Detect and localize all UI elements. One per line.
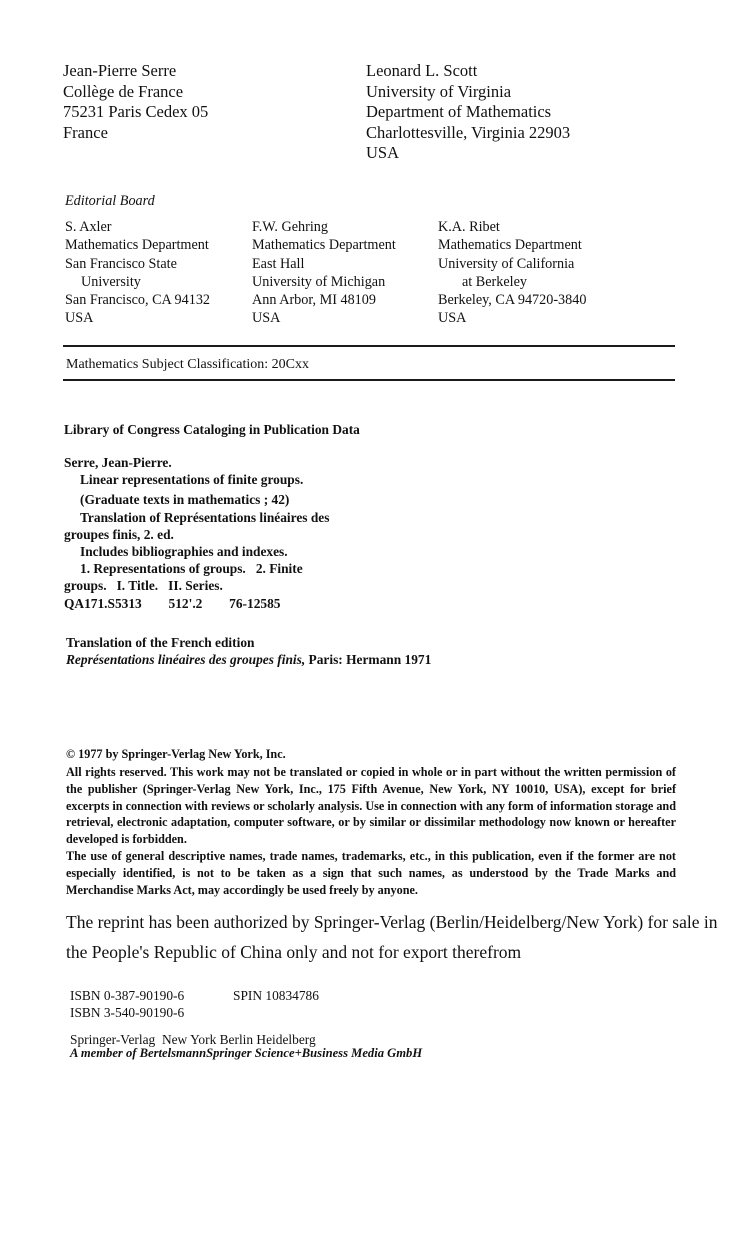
cip-line: groupes finis, 2. ed. bbox=[64, 526, 174, 542]
board-line: Mathematics Department bbox=[252, 237, 396, 254]
reprint-line-1: The reprint has been authorized by Springer-Verlag (Berlin/Heidelberg/New York) for sale in bbox=[66, 912, 718, 932]
address-line: Jean-Pierre Serre bbox=[63, 61, 177, 80]
board-member-axler bbox=[65, 218, 210, 328]
board-line: S. Axler bbox=[65, 219, 112, 235]
cip-line: QA171.S5313 512'.2 76-12585 bbox=[64, 595, 281, 611]
board-line: USA bbox=[438, 310, 467, 327]
publisher-member: A member of BertelsmannSpringer Science+Business Media GmbH bbox=[70, 1046, 423, 1060]
rule-bottom bbox=[63, 379, 675, 381]
isbn-2: ISBN 3-540-90190-6 bbox=[70, 1005, 185, 1020]
editorial-board-heading: Editorial Board bbox=[65, 193, 155, 209]
board-line: Berkeley, CA 94720-3840 bbox=[438, 292, 587, 309]
address-line: USA bbox=[366, 143, 400, 162]
author-address-serre bbox=[63, 61, 208, 143]
board-line: San Francisco, CA 94132 bbox=[65, 292, 211, 309]
publisher-line: Springer-Verlag New York Berlin Heidelberg bbox=[70, 1032, 316, 1047]
french-publisher: Paris: Hermann 1971 bbox=[305, 652, 432, 668]
address-line: Department of Mathematics bbox=[366, 102, 552, 121]
cip-heading: Library of Congress Cataloging in Publication Data bbox=[64, 422, 360, 437]
cip-block bbox=[64, 454, 329, 612]
board-line: K.A. Ribet bbox=[438, 219, 500, 235]
board-line: University of Michigan bbox=[252, 273, 386, 290]
cip-line: Linear representations of finite groups. bbox=[80, 472, 304, 488]
address-line: 75231 Paris Cedex 05 bbox=[63, 102, 209, 121]
author-address-scott bbox=[366, 61, 570, 164]
cip-line: 1. Representations of groups. 2. Finite bbox=[80, 561, 303, 577]
board-line: East Hall bbox=[252, 255, 305, 272]
cip-line: Includes bibliographies and indexes. bbox=[80, 544, 288, 560]
board-line: USA bbox=[65, 310, 94, 327]
board-line: Mathematics Department bbox=[65, 237, 209, 254]
address-line: France bbox=[63, 122, 108, 142]
board-line: F.W. Gehring bbox=[252, 219, 328, 235]
french-title: Représentations linéaires des groupes finis, bbox=[66, 652, 306, 668]
spin-number: SPIN 10834786 bbox=[233, 988, 319, 1003]
address-line: Charlottesville, Virginia 22903 bbox=[366, 122, 571, 142]
board-member-ribet bbox=[438, 218, 586, 328]
translation-note bbox=[66, 634, 431, 668]
cip-line: Serre, Jean-Pierre. bbox=[64, 455, 172, 470]
address-line: University of Virginia bbox=[366, 81, 512, 101]
reprint-line-2: the People's Republic of China only and not for export therefrom bbox=[66, 942, 522, 962]
cip-line: groups. I. Title. II. Series. bbox=[64, 578, 223, 594]
translation-line: Translation of the French edition bbox=[66, 635, 255, 650]
rights-paragraph: All rights reserved. This work may not be translated or copied in whole or in part without the written permission of the publisher (Springer-Verlag New York, Inc., 175 Fifth Avenue, New York, NY 10010, USA), except for brief excerpts in connection with reviews or scholarly analysis. Use in connection with any form of information storage and retrieval, electronic adaptation, computer software, or by similar or dissimilar methodology now known or hereafter developed is forbidden. bbox=[66, 765, 676, 847]
board-line: at Berkeley bbox=[462, 273, 527, 290]
board-line: University of California bbox=[438, 255, 575, 272]
board-line: University bbox=[81, 273, 141, 290]
board-member-gehring bbox=[252, 218, 396, 328]
board-line: San Francisco State bbox=[65, 255, 177, 272]
copyright-line: © 1977 by Springer-Verlag New York, Inc. bbox=[66, 747, 286, 761]
board-line: USA bbox=[252, 310, 281, 327]
address-line: Leonard L. Scott bbox=[366, 61, 478, 80]
rule-top bbox=[63, 345, 675, 347]
translation-source bbox=[66, 651, 431, 668]
subject-classification: Mathematics Subject Classification: 20Cxx bbox=[66, 357, 310, 372]
trademark-paragraph: The use of general descriptive names, trade names, trademarks, etc., in this publication, even if the former are not especially identified, is not to be taken as a sign that such names, as understood by the Trade Marks and Merchandise Marks Act, may accordingly be used freely by anyone. bbox=[66, 849, 676, 897]
cip-line: Translation of Représentations linéaires des bbox=[80, 509, 330, 525]
address-line: Collège de France bbox=[63, 81, 184, 101]
cip-line: (Graduate texts in mathematics ; 42) bbox=[80, 492, 290, 508]
board-line: Ann Arbor, MI 48109 bbox=[252, 292, 376, 309]
isbn-1: ISBN 0-387-90190-6 bbox=[70, 988, 185, 1003]
board-line: Mathematics Department bbox=[438, 237, 582, 254]
